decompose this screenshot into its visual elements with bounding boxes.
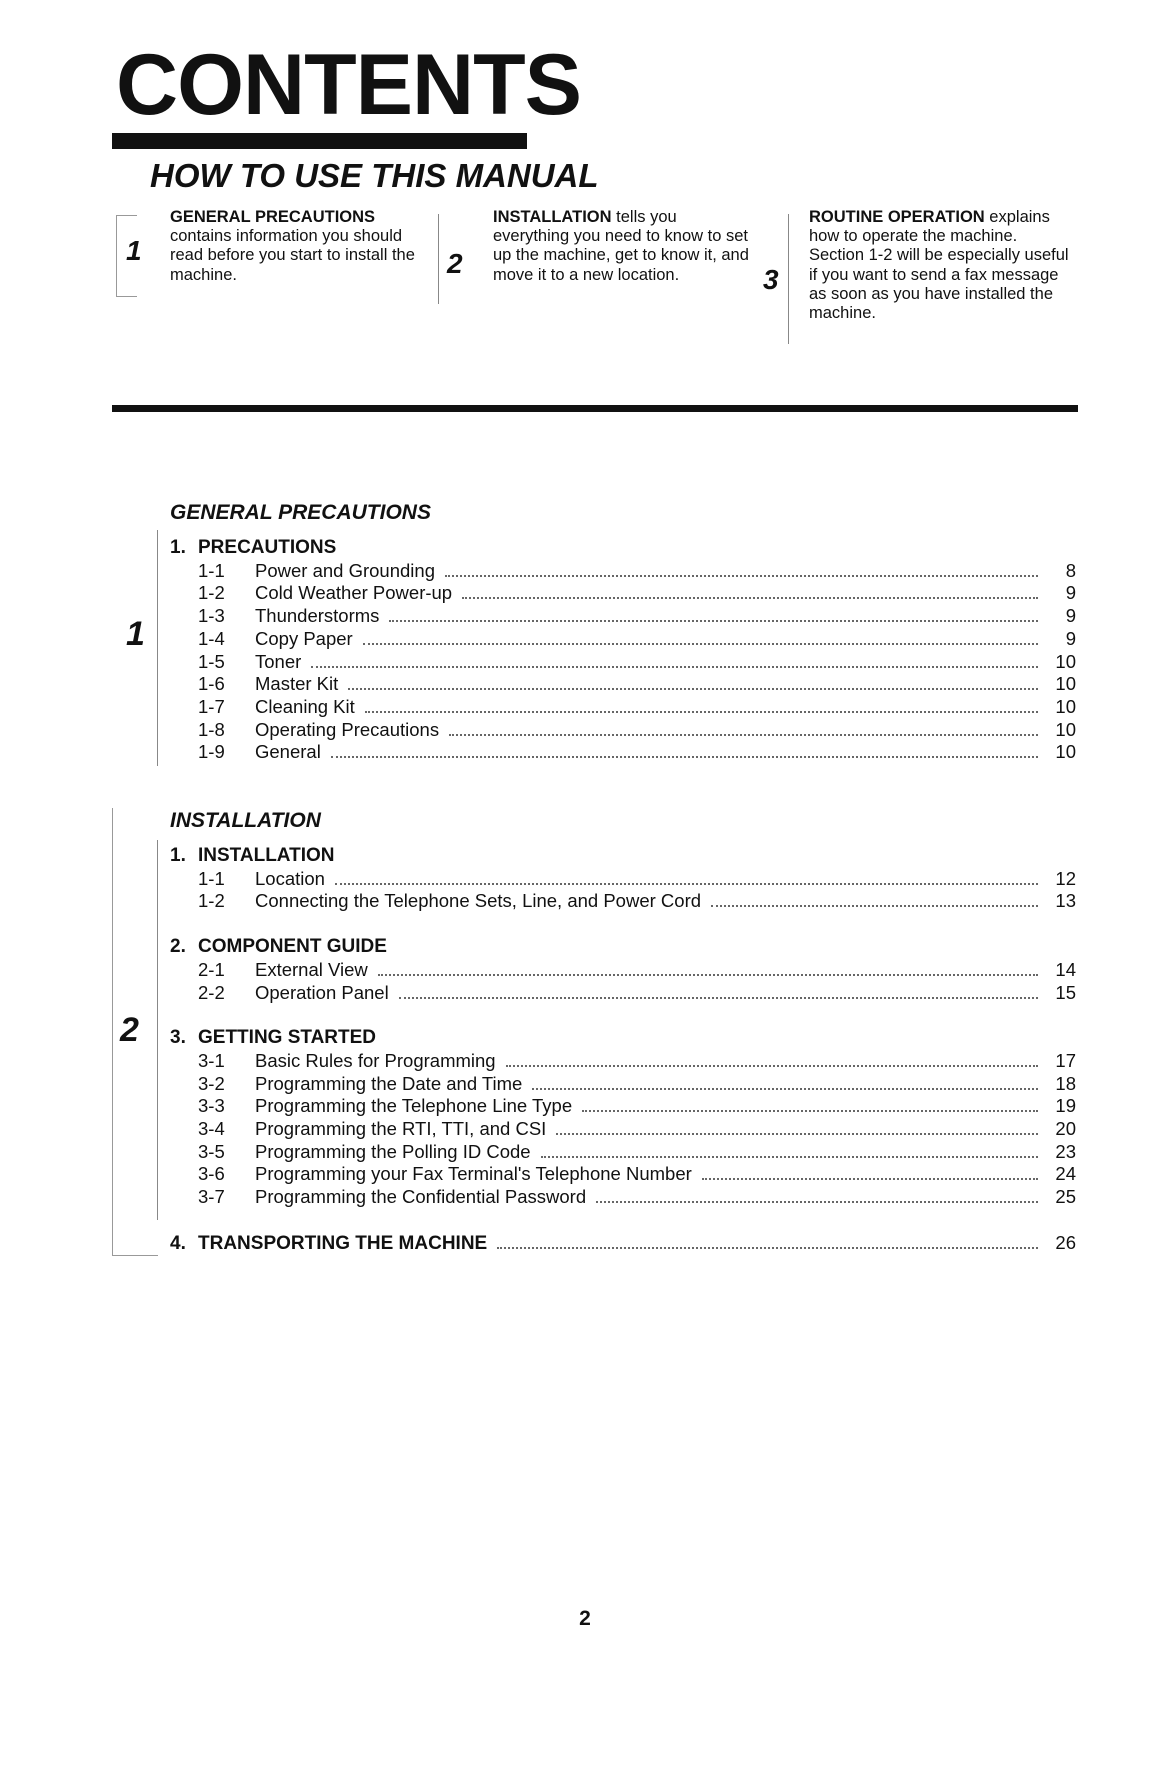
section-1-list xyxy=(170,537,1076,764)
entry-page: 15 xyxy=(1055,981,1076,1003)
leader-dots xyxy=(556,1133,1038,1135)
entry-number: 2-1 xyxy=(198,958,225,980)
chapter-title: PRECAUTIONS xyxy=(198,537,337,558)
chapter-number: 3. xyxy=(170,1027,186,1049)
leader-dots xyxy=(462,597,1038,599)
entry-number: 1-2 xyxy=(198,890,225,912)
entry-label: Programming the Confidential Password xyxy=(255,1186,587,1208)
toc-entry[interactable] xyxy=(170,696,1076,719)
overview-general-precautions xyxy=(170,208,435,285)
leader-dots xyxy=(445,575,1038,577)
section-2-list xyxy=(170,845,1076,1256)
entry-number: 1-7 xyxy=(198,695,225,717)
entry-number: 3-7 xyxy=(198,1186,225,1208)
entry-page: 8 xyxy=(1065,559,1076,581)
entry-label: External View xyxy=(255,958,368,980)
page-number: 2 xyxy=(579,1607,591,1630)
entry-page: 9 xyxy=(1065,627,1076,649)
toc-entry[interactable] xyxy=(170,605,1076,628)
entry-page: 17 xyxy=(1055,1049,1076,1071)
section-number-2: 2 xyxy=(120,1011,139,1049)
toc-entry[interactable] xyxy=(170,651,1076,674)
toc-entry-transporting[interactable] xyxy=(170,1232,1076,1256)
leader-dots xyxy=(497,1247,1038,1249)
entry-page: 10 xyxy=(1055,673,1076,695)
leader-dots xyxy=(335,883,1038,885)
overview-number-1: 1 xyxy=(126,235,142,266)
overview-routine-operation xyxy=(809,208,1074,323)
toc-entry[interactable] xyxy=(170,560,1076,583)
overview-number-3: 3 xyxy=(763,264,779,295)
entry-number: 1-6 xyxy=(198,673,225,695)
entry-label: Operating Precautions xyxy=(255,718,440,740)
entry-page: 24 xyxy=(1055,1163,1076,1185)
entry-page: 13 xyxy=(1055,890,1076,912)
toc-entry[interactable] xyxy=(170,582,1076,605)
leader-dots xyxy=(541,1156,1038,1158)
entry-label: Programming your Fax Terminal's Telephone Number xyxy=(255,1163,692,1185)
leader-dots xyxy=(311,666,1038,668)
section-title-general-precautions: GENERAL PRECAUTIONS xyxy=(170,501,431,524)
entry-number: 1-9 xyxy=(198,741,225,763)
overview-heading-1: GENERAL PRECAUTIONS xyxy=(170,208,376,226)
entry-label: Basic Rules for Programming xyxy=(255,1049,496,1071)
overview-desc-2: tells you everything you need to know to set up the machine, get to know it, and move it to a new location. xyxy=(493,208,749,284)
overview-number-2: 2 xyxy=(447,248,463,279)
chapter-heading xyxy=(170,1233,497,1256)
chapter-number: 1. xyxy=(170,537,186,558)
section-1-side-line xyxy=(157,530,158,766)
leader-dots xyxy=(399,997,1038,999)
entry-number: 3-2 xyxy=(198,1072,225,1094)
chapter-heading xyxy=(170,1027,1076,1050)
page-subtitle: HOW TO USE THIS MANUAL xyxy=(150,157,599,194)
leader-dots xyxy=(449,734,1038,736)
entry-label: General xyxy=(255,741,321,763)
overview-installation xyxy=(493,208,755,285)
entry-page: 14 xyxy=(1055,958,1076,980)
leader-dots xyxy=(389,620,1038,622)
overview-heading-3: ROUTINE OPERATION xyxy=(809,208,985,226)
toc-entry[interactable] xyxy=(170,1073,1076,1096)
chapter-title: COMPONENT GUIDE xyxy=(198,936,387,958)
entry-page: 9 xyxy=(1065,582,1076,604)
entry-label: Programming the Telephone Line Type xyxy=(255,1095,573,1117)
toc-entry[interactable] xyxy=(170,1050,1076,1073)
entry-label: Programming the Polling ID Code xyxy=(255,1140,531,1162)
toc-entry[interactable] xyxy=(170,959,1076,982)
leader-dots xyxy=(582,1110,1038,1112)
entry-label: Programming the Date and Time xyxy=(255,1072,523,1094)
entry-label: Programming the RTI, TTI, and CSI xyxy=(255,1118,547,1140)
entry-number: 2-2 xyxy=(198,981,225,1003)
toc-entry[interactable] xyxy=(170,1186,1076,1209)
leader-dots xyxy=(378,974,1038,976)
chapter-number: 4. xyxy=(170,1232,186,1254)
leader-dots xyxy=(363,643,1038,645)
entry-number: 1-8 xyxy=(198,718,225,740)
entry-number: 1-3 xyxy=(198,605,225,627)
chapter-heading xyxy=(170,537,1076,560)
title-underline xyxy=(112,133,527,149)
entry-label: Location xyxy=(255,867,325,889)
overview-desc-1: contains information you should read before you start to install the machine. xyxy=(170,227,415,284)
toc-entry[interactable] xyxy=(170,719,1076,742)
toc-entry[interactable] xyxy=(170,1095,1076,1118)
overview-divider-2 xyxy=(438,214,439,304)
entry-label: Cleaning Kit xyxy=(255,695,355,717)
toc-entry[interactable] xyxy=(170,741,1076,764)
section-number-1: 1 xyxy=(126,615,145,653)
entry-page: 18 xyxy=(1055,1072,1076,1094)
entry-number: 1-2 xyxy=(198,582,225,604)
leader-dots xyxy=(348,688,1038,690)
entry-number: 1-5 xyxy=(198,650,225,672)
entry-page: 9 xyxy=(1065,605,1076,627)
toc-entry[interactable] xyxy=(170,982,1076,1005)
entry-number: 1-4 xyxy=(198,627,225,649)
entry-label: Thunderstorms xyxy=(255,605,380,627)
leader-dots xyxy=(532,1088,1038,1090)
entry-page: 12 xyxy=(1055,867,1076,889)
section-rule xyxy=(112,405,1078,412)
entry-label: Power and Grounding xyxy=(255,559,435,581)
entry-number: 3-1 xyxy=(198,1049,225,1071)
entry-number: 1-1 xyxy=(198,867,225,889)
entry-label: Copy Paper xyxy=(255,627,353,649)
chapter-heading xyxy=(170,936,1076,959)
entry-label: Master Kit xyxy=(255,673,339,695)
page-title: CONTENTS xyxy=(116,37,581,133)
toc-entry[interactable] xyxy=(170,673,1076,696)
chapter-number: 2. xyxy=(170,936,186,958)
leader-dots xyxy=(596,1201,1038,1203)
spacer xyxy=(170,1004,1076,1027)
entry-label: Cold Weather Power-up xyxy=(255,582,453,604)
entry-number: 3-5 xyxy=(198,1140,225,1162)
entry-page: 23 xyxy=(1055,1140,1076,1162)
entry-page: 10 xyxy=(1055,718,1076,740)
chapter-number: 1. xyxy=(170,845,186,866)
chapter-title: TRANSPORTING THE MACHINE xyxy=(198,1232,488,1254)
section-title-installation: INSTALLATION xyxy=(170,809,321,832)
spacer xyxy=(170,1209,1076,1232)
chapter-title: GETTING STARTED xyxy=(198,1027,377,1049)
leader-dots xyxy=(331,756,1038,758)
toc-entry[interactable] xyxy=(170,1118,1076,1141)
leader-dots xyxy=(702,1178,1038,1180)
overview-heading-2: INSTALLATION xyxy=(493,208,612,226)
toc-entry[interactable] xyxy=(170,890,1076,913)
spacer xyxy=(170,913,1076,936)
entry-number: 1-1 xyxy=(198,559,225,581)
toc-entry[interactable] xyxy=(170,1141,1076,1164)
entry-page: 10 xyxy=(1055,695,1076,717)
overview-divider-3 xyxy=(788,214,789,344)
leader-dots xyxy=(711,905,1038,907)
toc-entry[interactable] xyxy=(170,868,1076,891)
entry-number: 3-3 xyxy=(198,1095,225,1117)
entry-label: Connecting the Telephone Sets, Line, and Power Cord xyxy=(255,890,702,912)
leader-dots xyxy=(506,1065,1038,1067)
toc-entry[interactable] xyxy=(170,1163,1076,1186)
entry-page: 10 xyxy=(1055,650,1076,672)
entry-page: 10 xyxy=(1055,741,1076,763)
chapter-title: INSTALLATION xyxy=(198,845,335,866)
section-2-side-line xyxy=(157,840,158,1220)
overview-desc-3: explains how to operate the machine. Section 1-2 will be especially useful if you want to send a fax message as soon as you have installed the machine. xyxy=(809,208,1069,323)
entry-number: 3-6 xyxy=(198,1163,225,1185)
chapter-heading xyxy=(170,845,1076,868)
toc-entry[interactable] xyxy=(170,628,1076,651)
entry-page: 20 xyxy=(1055,1118,1076,1140)
entry-label: Toner xyxy=(255,650,302,672)
leader-dots xyxy=(365,711,1038,713)
entry-label: Operation Panel xyxy=(255,981,389,1003)
entry-page: 26 xyxy=(1055,1231,1076,1253)
entry-page: 25 xyxy=(1055,1186,1076,1208)
entry-page: 19 xyxy=(1055,1095,1076,1117)
entry-number: 3-4 xyxy=(198,1118,225,1140)
